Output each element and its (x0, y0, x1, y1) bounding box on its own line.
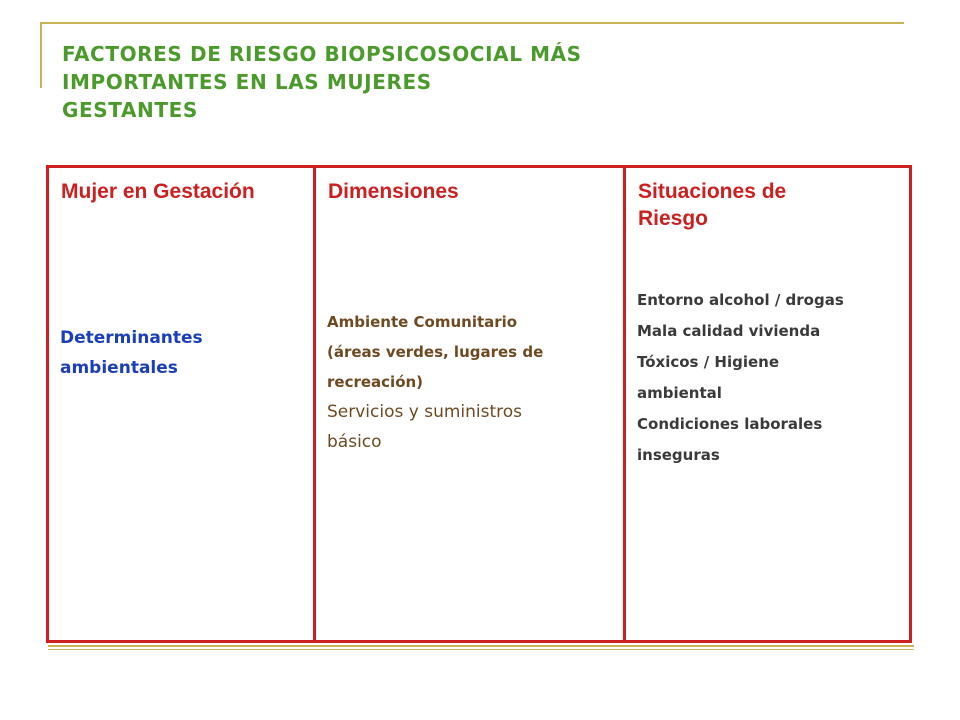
column-situaciones-de-riesgo (626, 168, 909, 640)
dimension-line-5: básico (327, 432, 382, 452)
determinantes-line-1: Determinantes (60, 328, 203, 348)
bottom-decorative-rule-thin (48, 649, 914, 650)
risk-line-4: ambiental (637, 384, 722, 402)
risk-line-5: Condiciones laborales (637, 415, 823, 433)
title-line-3: GESTANTES (62, 98, 198, 122)
slide-title (62, 40, 822, 124)
dimension-line-2: (áreas verdes, lugares de (327, 343, 544, 361)
risk-line-1: Entorno alcohol / drogas (637, 291, 844, 309)
title-line-2: IMPORTANTES EN LAS MUJERES (62, 70, 432, 94)
column-dimensiones (316, 168, 626, 640)
determinantes-text (60, 323, 203, 383)
dimension-line-4: Servicios y suministros (327, 402, 523, 422)
risk-line-2: Mala calidad vivienda (637, 322, 821, 340)
dimensiones-text (327, 307, 617, 457)
column-header-situaciones (638, 178, 898, 232)
bottom-decorative-rule (48, 645, 914, 647)
top-decorative-rule (40, 22, 904, 24)
dimension-line-1: Ambiente Comunitario (327, 313, 518, 331)
dimension-line-3: recreación) (327, 373, 424, 391)
column-header-mujer: Mujer en Gestación (61, 180, 255, 203)
column-header-dimensiones: Dimensiones (328, 180, 459, 203)
header-situaciones-line-2: Riesgo (638, 207, 709, 230)
risk-line-3: Tóxicos / Higiene (637, 353, 780, 371)
determinantes-line-2: ambientales (60, 358, 178, 378)
column-mujer-en-gestacion (49, 168, 316, 640)
risk-factors-table (46, 165, 912, 643)
left-decorative-rule (40, 22, 42, 88)
title-line-1: FACTORES DE RIESGO BIOPSICOSOCIAL MÁS (62, 42, 582, 66)
risk-line-6: inseguras (637, 446, 720, 464)
situaciones-text (637, 285, 917, 471)
header-situaciones-line-1: Situaciones de (638, 180, 787, 203)
